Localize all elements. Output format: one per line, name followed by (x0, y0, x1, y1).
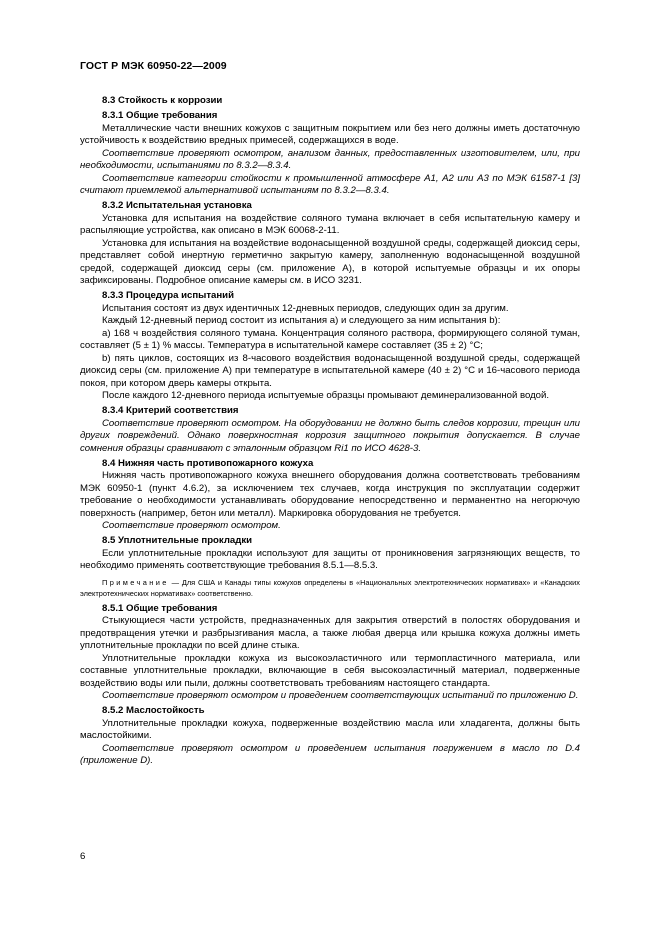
paragraph: Если уплотнительные прокладки используют для защиты от проникновения загрязняющих веществ, то необходимо применять соответствующие требования 8.5.1—8.5.3. (80, 547, 580, 571)
compliance-paragraph: Соответствие проверяют осмотром. (102, 520, 281, 531)
paragraph: Уплотнительные прокладки кожуха из высокоэластичного или термопластичного материала, или составные уплотнительные прокладки, включающие в себя высокоэластичный материал, подверженные воздействию воды или пыли, должны соответствовать требованиям настоящего стандарта. (80, 652, 580, 689)
list-item-a: а) 168 ч воздействия соляного тумана. Концентрация соляного раствора, формирующего соляной туман, составляет (5 ± 1) % массы. Температура в испытательной камере составляет (35 ± 2) °С; (80, 327, 580, 351)
section-heading: 8.3.3 Процедура испытаний (102, 290, 234, 301)
paragraph: Каждый 12-дневный период состоит из испытания а) и следующего за ним испытания b): (102, 315, 501, 326)
compliance-paragraph: Соответствие категории стойкости к промышленной атмосфере А1, А2 или А3 по МЭК 61587-1 [3] считают приемлемой альтернативой испытаниям по 8.3.2—8.3.4. (80, 172, 580, 196)
paragraph: Нижняя часть противопожарного кожуха внешнего оборудования должна соответствовать требованиям МЭК 60950-1 (пункт 4.6.2), за исключением тех случаев, когда инструкция по эксплуатации содержит требование о необходимости устанавливать оборудование непосредственно и перманентно на негорючую поверхность (например, бетон или металл). Маркировка оборудования не требуется. (80, 470, 580, 519)
section-heading: 8.3 Стойкость к коррозии (102, 95, 223, 106)
section-heading: 8.3.1 Общие требования (102, 110, 218, 121)
compliance-paragraph: Соответствие проверяют осмотром, анализом данных, предоставленных изготовителем, или, при необходимости, испытаниями по 8.3.2—8.3.4. (80, 147, 580, 171)
document-header: ГОСТ Р МЭК 60950-22—2009 (80, 60, 227, 72)
note-text: — Для США и Канады типы кожухов определены в «Национальных электротехнических нормативах» и «Канадских электротехнических нормативах» соответственно. (80, 577, 580, 598)
paragraph: После каждого 12-дневного периода испытуемые образцы промывают деминерализованной водой. (102, 390, 550, 401)
section-heading: 8.5.2 Маслостойкость (102, 705, 205, 716)
compliance-paragraph: Соответствие проверяют осмотром и проведением испытания погружением в масло по D.4 (приложение D). (80, 742, 580, 766)
paragraph: Уплотнительные прокладки кожуха, подверженные воздействию масла или хладагента, должны быть маслостойкими. (80, 717, 580, 741)
section-heading: 8.3.4 Критерий соответствия (102, 405, 239, 416)
compliance-paragraph: Соответствие проверяют осмотром и проведением соответствующих испытаний по приложению D. (102, 690, 579, 701)
paragraph: Металлические части внешних кожухов с защитным покрытием или без него должны иметь достаточную устойчивость к воздействию вредных примесей, содержащихся в воде. (80, 122, 580, 146)
paragraph: Стыкующиеся части устройств, предназначенных для закрытия отверстий в полостях оборудования и предотвращения утечки и разбрызгивания масла, а также любая дверца или крышка кожуха должны иметь уплотнительные прокладки по всей длине стыка. (80, 615, 580, 651)
section-heading: 8.5 Уплотнительные прокладки (102, 535, 253, 546)
note-label: Примечание (102, 577, 169, 587)
section-heading: 8.4 Нижняя часть противопожарного кожуха (102, 457, 314, 469)
list-item-b: b) пять циклов, состоящих из 8-часового воздействия водонасыщенной воздушной среды, содержащей диоксид серы (см. приложение А) при температуре в испытательной камере (40 ± 2) °С и 16-часового периода покоя, при котором дверь камеры открыта. (80, 352, 580, 389)
paragraph: Испытания состоят из двух идентичных 12-дневных периодов, следующих один за другим. (102, 302, 509, 314)
compliance-paragraph: Соответствие проверяют осмотром. На оборудовании не должно быть следов коррозии, трещин или других повреждений. Однако поверхностная коррозия защитного покрытия допускается. В случае сомнения образцы сравнивают с эталонным образцом Ri1 по ИСО 4628-3. (80, 417, 580, 454)
note (80, 577, 580, 599)
section-heading: 8.3.2 Испытательная установка (102, 200, 252, 211)
document-body (80, 95, 580, 768)
section-heading: 8.5.1 Общие требования (102, 602, 218, 614)
paragraph: Установка для испытания на воздействие водонасыщенной воздушной среды, содержащей диоксид серы, представляет собой инертную герметично закрытую камеру, заполненную водонасыщенной воздушной средой, содержащей диоксид серы (см. приложение А), в которой испытуемые образцы и их опоры зафиксированы. Подробное описание камеры см. в ИСО 3231. (80, 237, 580, 286)
paragraph: Установка для испытания на воздействие соляного тумана включает в себя испытательную камеру и распыляющие устройства, как описано в МЭК 60068-2-11. (80, 212, 580, 236)
page-number: 6 (80, 851, 86, 862)
